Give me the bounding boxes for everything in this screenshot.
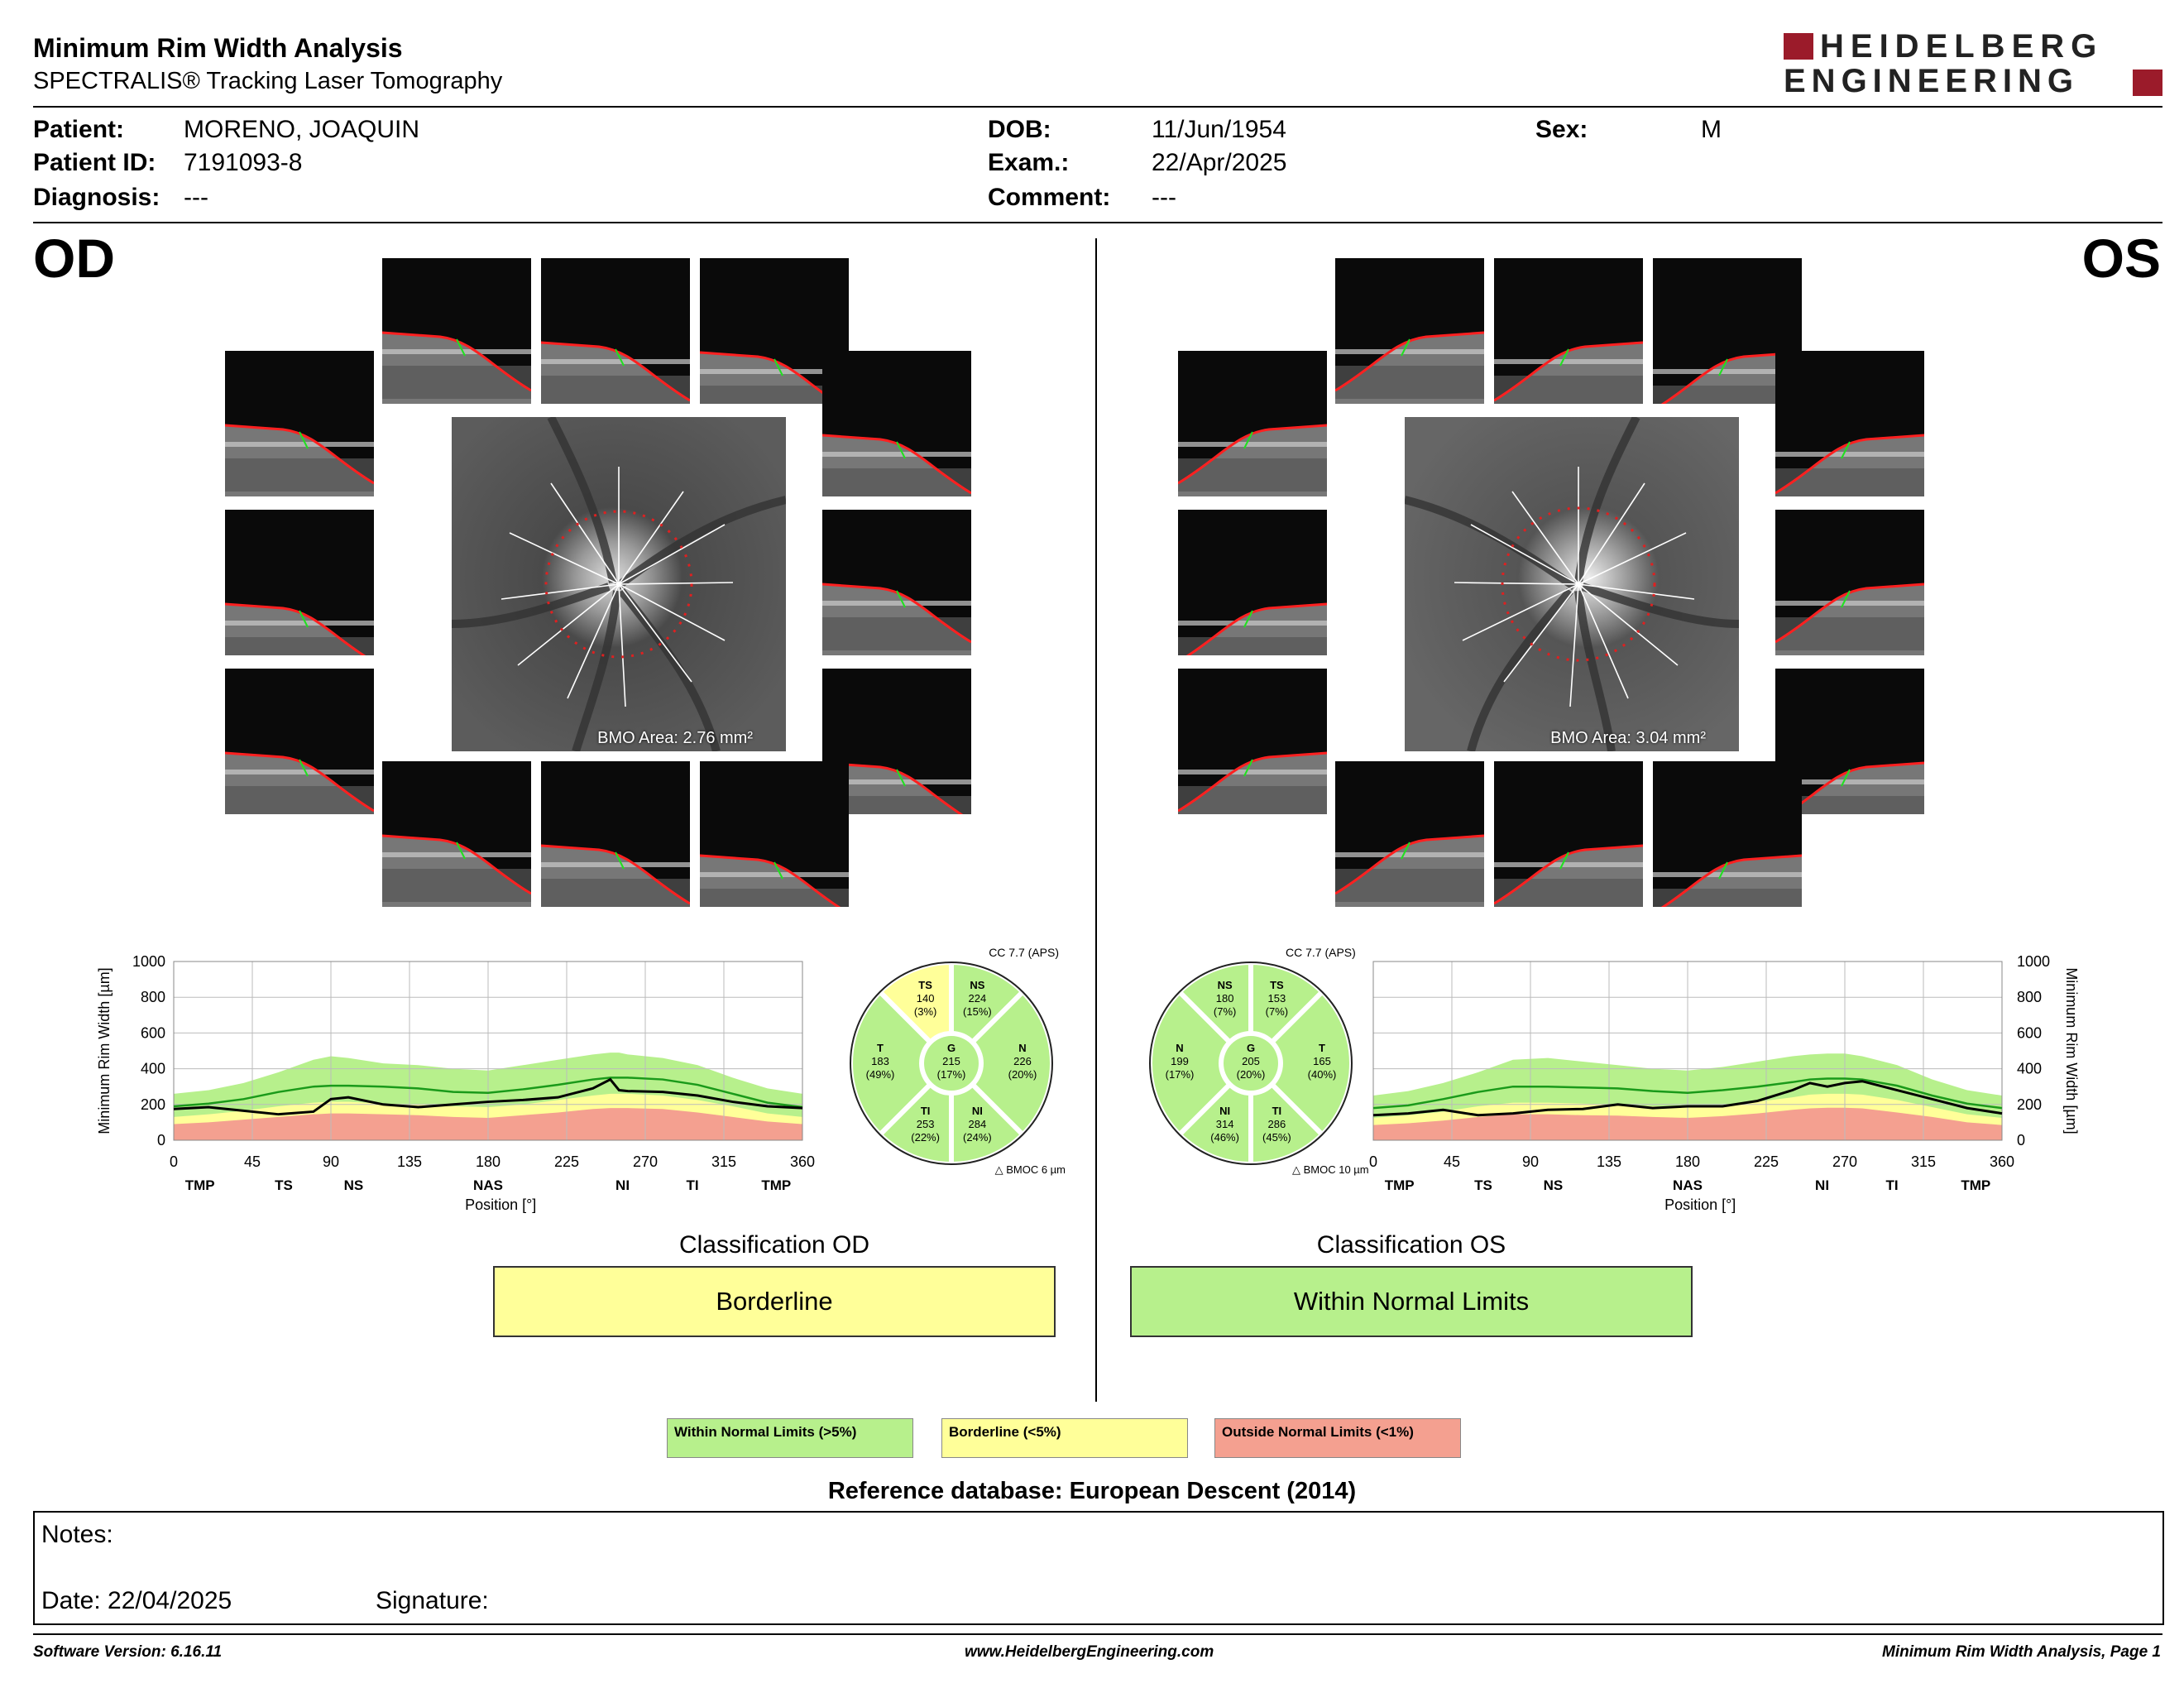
od-bscan-5: [822, 351, 971, 496]
sector-text: (17%): [936, 1068, 966, 1081]
x-tick-label: 180: [475, 1153, 501, 1170]
od-bmo-area: BMO Area: 2.76 mm²: [597, 729, 753, 747]
website-link[interactable]: www.HeidelbergEngineering.com: [965, 1643, 1214, 1661]
x-tick-label: 360: [789, 1153, 816, 1170]
sector-text: TS: [918, 979, 932, 992]
sector-text: TI: [920, 1104, 931, 1117]
y-tick-label: 200: [140, 1096, 165, 1113]
sector-text: (7%): [1213, 1005, 1237, 1019]
y-tick-label: 0: [156, 1132, 165, 1149]
sector-text: 314: [1215, 1117, 1234, 1130]
os-bscan-4: [1178, 351, 1327, 496]
x-tick-label: 45: [1443, 1153, 1461, 1170]
report-subtitle: SPECTRALIS® Tracking Laser Tomography: [33, 68, 503, 94]
sector-text: TS: [1270, 979, 1284, 992]
sector-text: 180: [1215, 992, 1234, 1005]
os-bscan-7: [1775, 510, 1924, 655]
sector-label: TMP: [184, 1177, 215, 1193]
eye-label-os: OS: [2081, 228, 2161, 289]
x-tick-label: 90: [322, 1153, 340, 1170]
sex-value: M: [1701, 116, 1722, 143]
heidelberg-logo: [1784, 30, 2162, 101]
x-tick-label: 225: [553, 1153, 580, 1170]
os-classification-title: Classification OS: [1316, 1231, 1506, 1259]
os-fundus-image: [1405, 417, 1739, 751]
x-tick-label: 315: [711, 1153, 737, 1170]
od-bscan-6: [225, 510, 374, 655]
od-bscan-8: [225, 669, 374, 814]
os-bscan-6: [1178, 510, 1327, 655]
y-tick-label: 800: [140, 989, 165, 1006]
od-classification: Borderline: [716, 1287, 833, 1316]
os-bscan-5: [1775, 351, 1924, 496]
sector-text: (17%): [1165, 1068, 1195, 1081]
x-tick-label: 270: [1832, 1153, 1858, 1170]
od-mrw-chart: [91, 952, 836, 1225]
os-mrw-chart: [1357, 952, 2101, 1225]
report-title: Minimum Rim Width Analysis: [33, 33, 403, 63]
date-label: Date: 22/04/2025: [41, 1587, 232, 1614]
sector-text: 183: [871, 1055, 889, 1067]
sector-text: T: [877, 1042, 884, 1054]
page-info: Minimum Rim Width Analysis, Page 1: [1882, 1643, 2161, 1661]
sector-text: N: [1176, 1042, 1184, 1054]
diagnosis-value: ---: [184, 184, 208, 211]
sector-text: TI: [1272, 1104, 1282, 1117]
sector-text: 205: [1242, 1055, 1260, 1067]
sector-label: TS: [1474, 1177, 1492, 1193]
dob-value: 11/Jun/1954: [1152, 116, 1286, 143]
x-tick-label: 0: [169, 1153, 179, 1170]
sector-text: 224: [968, 992, 987, 1005]
notes-label: Notes:: [41, 1521, 113, 1548]
y-tick-label: 400: [140, 1060, 165, 1077]
sector-text: (40%): [1307, 1068, 1337, 1081]
sector-text: N: [1018, 1042, 1027, 1054]
sector-text: (22%): [911, 1130, 940, 1144]
sector-text: G: [1246, 1042, 1256, 1054]
x-tick-label: 225: [1753, 1153, 1779, 1170]
delta-bmoc-label: △ BMOC 6 µm: [994, 1163, 1066, 1176]
sector-label: NAS: [1673, 1177, 1703, 1193]
sector-text: 199: [1171, 1055, 1189, 1067]
logo-line2: ENGINEERING: [1784, 63, 2080, 99]
diagnosis-label: Diagnosis:: [33, 184, 160, 211]
comment-value: ---: [1152, 184, 1176, 211]
sector-text: NS: [1217, 979, 1233, 992]
os-bscan-11: [1494, 761, 1643, 907]
sector-text: 253: [916, 1117, 935, 1130]
sector-text: NS: [970, 979, 985, 992]
legend-normal: Within Normal Limits (>5%): [667, 1418, 913, 1458]
sector-label: NS: [343, 1177, 364, 1193]
os-bscan-12: [1653, 761, 1802, 907]
cc-label: CC 7.7 (APS): [989, 946, 1059, 959]
y-axis-label: Minimum Rim Width [µm]: [2063, 967, 2080, 1134]
sex-label: Sex:: [1535, 116, 1588, 143]
od-classification-box: [493, 1266, 1056, 1337]
os-bscan-1: [1335, 258, 1484, 404]
exam-label: Exam.:: [988, 149, 1070, 176]
os-classification: Within Normal Limits: [1293, 1287, 1530, 1316]
y-tick-label: 600: [140, 1024, 165, 1042]
patient-label: Patient:: [33, 116, 125, 143]
delta-bmoc-label: △ BMOC 10 µm: [1292, 1163, 1369, 1176]
od-fundus-image: [452, 417, 786, 751]
sector-text: (20%): [1236, 1068, 1266, 1081]
sector-text: (49%): [865, 1068, 895, 1081]
sector-text: (7%): [1265, 1005, 1289, 1019]
os-bscan-8: [1178, 669, 1327, 814]
sector-text: 284: [968, 1117, 987, 1130]
od-bscan-12: [700, 761, 849, 907]
sector-text: 226: [1013, 1055, 1032, 1067]
comment-label: Comment:: [988, 184, 1111, 211]
sector-text: (3%): [913, 1005, 937, 1019]
x-tick-label: 135: [1596, 1153, 1622, 1170]
signature-label: Signature:: [376, 1587, 489, 1614]
legend-outside: Outside Normal Limits (<1%): [1214, 1418, 1461, 1458]
y-tick-label: 0: [2017, 1132, 2026, 1149]
x-tick-label: 135: [396, 1153, 423, 1170]
sector-label: TMP: [761, 1177, 792, 1193]
x-tick-label: 270: [632, 1153, 659, 1170]
x-tick-label: 315: [1910, 1153, 1937, 1170]
legend-borderline: Borderline (<5%): [941, 1418, 1188, 1458]
x-tick-label: 90: [1521, 1153, 1540, 1170]
od-bscan-11: [541, 761, 690, 907]
sector-label: NS: [1543, 1177, 1564, 1193]
exam-value: 22/Apr/2025: [1152, 149, 1287, 176]
x-tick-label: 180: [1674, 1153, 1701, 1170]
y-tick-label: 1000: [132, 953, 165, 970]
x-tick-label: 45: [243, 1153, 261, 1170]
os-sector-diagram: [1135, 943, 1383, 1183]
od-bscan-7: [822, 510, 971, 655]
sector-text: (46%): [1210, 1130, 1239, 1144]
y-tick-label: 400: [2017, 1060, 2043, 1077]
sector-text: 140: [916, 992, 935, 1005]
sector-label: NI: [1815, 1177, 1830, 1193]
eye-divider: [1095, 238, 1097, 1402]
patient-id-label: Patient ID:: [33, 149, 156, 176]
sector-label: TS: [275, 1177, 293, 1193]
y-tick-label: 800: [2017, 989, 2043, 1006]
sector-text: (15%): [963, 1005, 992, 1019]
sector-text: NI: [1219, 1104, 1231, 1117]
x-tick-label: 360: [1989, 1153, 2015, 1170]
cc-label: CC 7.7 (APS): [1286, 946, 1356, 959]
sector-text: 286: [1267, 1117, 1286, 1130]
os-bscan-2: [1494, 258, 1643, 404]
od-bscan-1: [382, 258, 531, 404]
dob-label: DOB:: [988, 116, 1051, 143]
sector-label: TMP: [1961, 1177, 1991, 1193]
x-axis-label: Position [°]: [465, 1196, 537, 1213]
os-bmo-area: BMO Area: 3.04 mm²: [1550, 729, 1706, 747]
x-axis-label: Position [°]: [1664, 1196, 1736, 1213]
sector-text: 153: [1267, 992, 1286, 1005]
y-axis-label: Minimum Rim Width [µm]: [96, 967, 113, 1134]
od-classification-title: Classification OD: [678, 1231, 870, 1259]
od-bscan-4: [225, 351, 374, 496]
sector-text: T: [1319, 1042, 1325, 1054]
y-tick-label: 200: [2017, 1096, 2043, 1113]
od-bscan-2: [541, 258, 690, 404]
y-tick-label: 1000: [2017, 953, 2051, 970]
sector-label: TI: [686, 1177, 699, 1193]
os-bscan-10: [1335, 761, 1484, 907]
sector-text: G: [946, 1042, 956, 1054]
patient-name: MORENO, JOAQUIN: [184, 116, 420, 143]
sector-label: TI: [1885, 1177, 1899, 1193]
od-sector-diagram: [836, 943, 1084, 1183]
eye-label-od: OD: [33, 228, 115, 289]
notes-box[interactable]: [33, 1511, 2164, 1625]
patient-id: 7191093-8: [184, 149, 303, 176]
os-classification-box: [1130, 1266, 1693, 1337]
sector-text: (20%): [1008, 1068, 1037, 1081]
software-version: Software Version: 6.16.11: [33, 1643, 223, 1661]
logo-line1: HEIDELBERG: [1820, 28, 2104, 65]
sector-label: NI: [615, 1177, 630, 1193]
reference-database: Reference database: European Descent (2014): [827, 1478, 1357, 1504]
sector-text: (24%): [963, 1130, 992, 1144]
sector-label: NAS: [473, 1177, 503, 1193]
sector-text: (45%): [1262, 1130, 1291, 1144]
y-tick-label: 600: [2017, 1024, 2043, 1042]
sector-text: 215: [942, 1055, 960, 1067]
sector-label: TMP: [1384, 1177, 1415, 1193]
sector-text: NI: [971, 1104, 983, 1117]
x-tick-label: 0: [1368, 1153, 1378, 1170]
od-bscan-10: [382, 761, 531, 907]
sector-text: 165: [1313, 1055, 1331, 1067]
